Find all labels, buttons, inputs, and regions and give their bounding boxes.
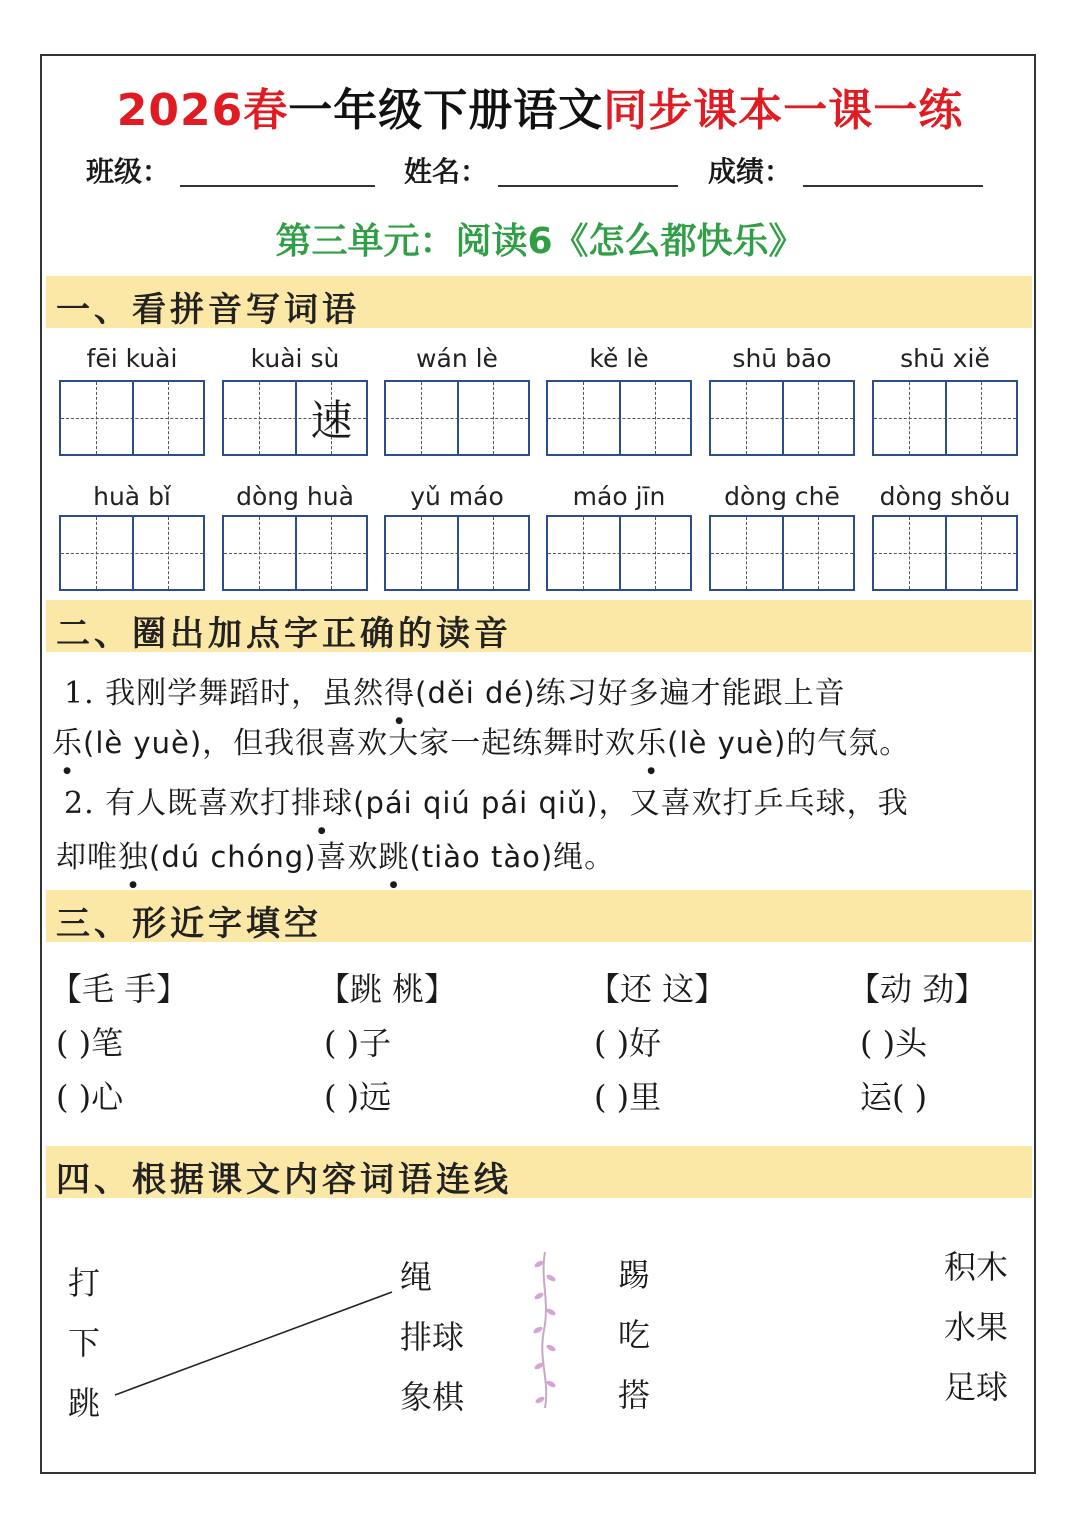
writing-grid[interactable] <box>384 515 530 591</box>
section2-heading: 二、圈出加点字正确的读音 <box>56 614 512 654</box>
grid-guide <box>874 553 1016 554</box>
writing-grid[interactable] <box>222 380 368 456</box>
pinyin-label: dòng shǒu <box>879 482 1011 511</box>
grid-guide <box>874 418 1016 419</box>
question-2-line1: 2. 有人既喜欢打排球 ●(pái qiú pái qiǔ)，又喜欢打乒乓球，我 <box>64 778 909 822</box>
grid-guide <box>548 418 690 419</box>
left-verb[interactable]: 下 <box>68 1324 101 1362</box>
name-label: 姓名： <box>404 155 489 188</box>
grid-guide <box>386 553 528 554</box>
left-object[interactable]: 排球 <box>400 1318 465 1356</box>
pinyin-label: dòng chē <box>724 482 840 511</box>
pinyin-choice[interactable]: (lè yuè) <box>83 726 203 760</box>
page-title <box>0 74 1080 138</box>
dotted-char: 乐 ● <box>52 718 83 762</box>
pinyin-choice[interactable]: (pái qiú pái qiǔ) <box>353 786 599 820</box>
fill-blank[interactable]: ( )子 <box>324 1024 392 1062</box>
pinyin-label: yǔ máo <box>410 482 504 511</box>
group-header: 【跳 桃】 <box>318 970 457 1008</box>
writing-grid[interactable] <box>709 515 855 591</box>
grid-guide <box>224 553 366 554</box>
vine-decoration-icon <box>530 1250 560 1410</box>
section4-band <box>46 1146 1032 1198</box>
grid-guide <box>711 418 853 419</box>
fill-blank[interactable]: ( )好 <box>594 1024 662 1062</box>
section1-band <box>46 276 1032 328</box>
pinyin-label: kuài sù <box>250 344 340 373</box>
pinyin-choice[interactable]: (lè yuè) <box>667 726 787 760</box>
question-1-line1: 1. 我刚学舞蹈时，虽然得 ●(děi dé)练习好多遍才能跟上音 <box>64 668 846 712</box>
writing-grid[interactable] <box>546 515 692 591</box>
writing-grid[interactable] <box>709 380 855 456</box>
pinyin-label: wán lè <box>416 344 498 373</box>
pinyin-label: fēi kuài <box>86 344 178 373</box>
left-object[interactable]: 绳 <box>400 1258 433 1296</box>
right-verb[interactable]: 搭 <box>618 1376 651 1414</box>
grid-guide <box>548 553 690 554</box>
pinyin-choice[interactable]: (tiào tào) <box>409 840 554 874</box>
pinyin-label: máo jīn <box>572 482 666 511</box>
score-field[interactable] <box>803 185 983 187</box>
writing-grid[interactable] <box>546 380 692 456</box>
right-object[interactable]: 积木 <box>944 1248 1009 1286</box>
grid-guide <box>711 553 853 554</box>
grid-guide <box>386 418 528 419</box>
group-header: 【还 这】 <box>588 970 727 1008</box>
section3-band <box>46 890 1032 942</box>
writing-grid[interactable] <box>384 380 530 456</box>
pinyin-label: huà bǐ <box>93 482 171 511</box>
left-object[interactable]: 象棋 <box>400 1378 465 1416</box>
title-year: 2026春 <box>116 85 289 136</box>
group-header: 【动 劲】 <box>848 970 987 1008</box>
writing-grid[interactable] <box>59 380 205 456</box>
pinyin-label: shū xiě <box>900 344 990 373</box>
right-verb[interactable]: 踢 <box>618 1256 651 1294</box>
score-label: 成绩： <box>708 155 793 188</box>
fill-blank[interactable]: ( )远 <box>324 1078 392 1116</box>
dotted-char: 得 ● <box>384 668 415 712</box>
writing-grid[interactable] <box>872 515 1018 591</box>
fill-blank[interactable]: ( )里 <box>594 1078 662 1116</box>
class-label: 班级： <box>86 155 171 188</box>
pinyin-choice[interactable]: (dú chóng) <box>149 840 317 874</box>
group-header: 【毛 手】 <box>50 970 189 1008</box>
name-field[interactable] <box>498 185 678 187</box>
right-object[interactable]: 足球 <box>944 1368 1009 1406</box>
section4-heading: 四、根据课文内容词语连线 <box>56 1160 512 1200</box>
question-1-line2: 乐 ●(lè yuè)，但我很喜欢大家一起练舞时欢乐 ●(lè yuè)的气氛。 <box>52 718 910 762</box>
grid-guide <box>61 553 203 554</box>
right-verb[interactable]: 吃 <box>618 1316 651 1354</box>
dotted-char: 乐 ● <box>636 718 667 762</box>
section2-band <box>46 600 1032 652</box>
pinyin-label: dòng huà <box>236 482 354 511</box>
grid-guide <box>61 418 203 419</box>
section3-heading: 三、形近字填空 <box>56 904 322 944</box>
title-series: 同步课本一课一练 <box>603 85 964 136</box>
pinyin-label: shū bāo <box>732 344 832 373</box>
writing-grid[interactable] <box>872 380 1018 456</box>
fill-blank[interactable]: ( )心 <box>56 1078 124 1116</box>
left-verb[interactable]: 打 <box>68 1264 101 1302</box>
writing-grid[interactable] <box>59 515 205 591</box>
left-verb[interactable]: 跳 <box>68 1384 101 1422</box>
class-field[interactable] <box>180 185 375 187</box>
fill-blank[interactable]: 运( ) <box>860 1078 928 1116</box>
right-object[interactable]: 水果 <box>944 1308 1009 1346</box>
pinyin-label: kě lè <box>589 344 649 373</box>
fill-blank[interactable]: ( )头 <box>860 1024 928 1062</box>
question-2-line2: 却唯独 ●(dú chóng)喜欢跳 ●(tiào tào)绳。 <box>56 832 615 876</box>
grid-char: 速 <box>310 396 353 445</box>
dotted-char: 排球 ● <box>291 778 353 822</box>
dotted-char: 独 ● <box>118 832 149 876</box>
unit-title: 第三单元：阅读6《怎么都快乐》 <box>275 221 805 262</box>
section1-heading: 一、看拼音写词语 <box>56 290 360 330</box>
dotted-char: 跳 ● <box>379 832 410 876</box>
fill-blank[interactable]: ( )笔 <box>56 1024 124 1062</box>
title-grade: 一年级下册语文 <box>288 85 604 136</box>
writing-grid[interactable] <box>222 515 368 591</box>
pinyin-choice[interactable]: (děi dé) <box>415 676 536 710</box>
